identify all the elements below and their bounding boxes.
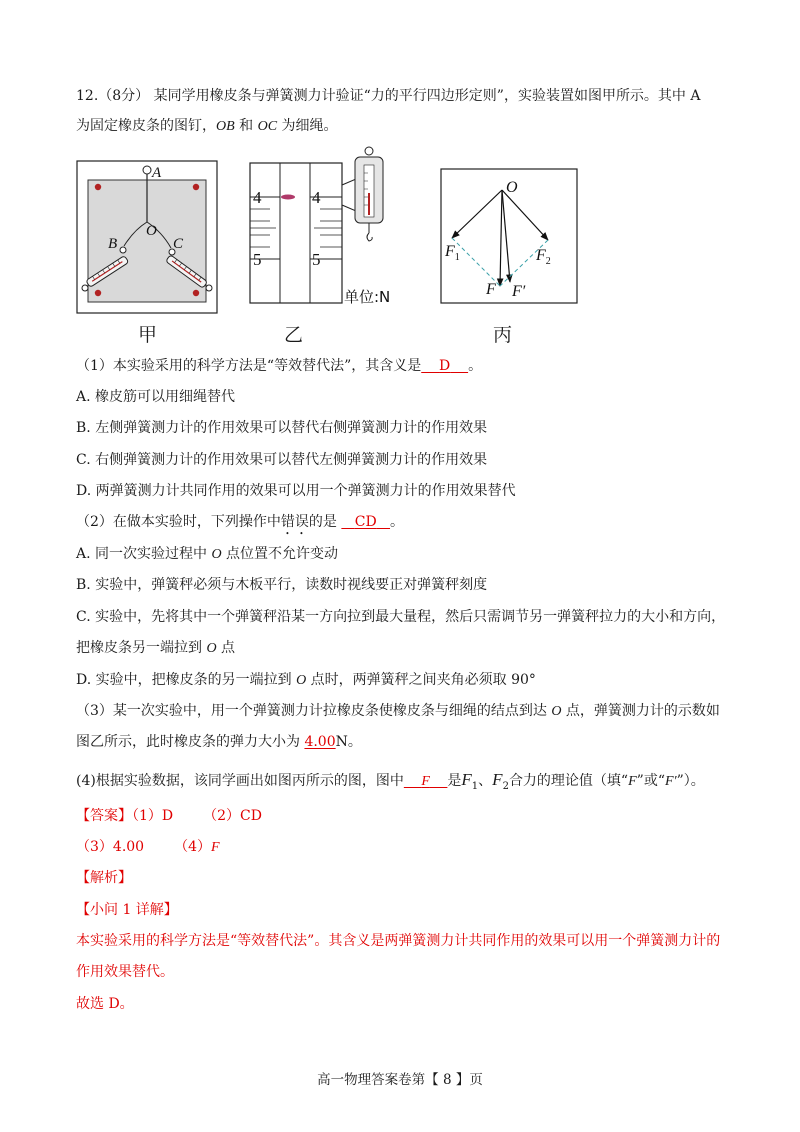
figure-yi — [246, 145, 426, 310]
stem-text: 和 — [234, 118, 258, 134]
label-f-prime: F′ — [512, 283, 526, 300]
analysis-tag: 【解析】 — [76, 870, 132, 886]
tick-5-right: 5 — [312, 250, 321, 269]
part3-line2: 图乙所示，此时橡皮条的弹力大小为 4.00N。 — [76, 734, 362, 750]
part2-text: （2）在做本实验时，下列操作中 — [76, 514, 281, 530]
label-a: A — [152, 165, 162, 181]
part2-end: 。 — [390, 514, 405, 530]
part1-option-d: D. 两弹簧测力计共同作用的效果可以用一个弹簧测力计的作用效果替代 — [76, 483, 516, 499]
stem-text: 为细绳。 — [277, 118, 338, 134]
figure-bing — [440, 168, 578, 308]
page-number: 8 — [438, 1072, 456, 1088]
analysis-line3: 故选 D。 — [76, 996, 134, 1012]
part1-answer: D — [439, 358, 451, 374]
label-f: F — [486, 281, 496, 298]
label-o: O — [146, 223, 157, 239]
tick-4-left: 4 — [253, 188, 262, 207]
part2-option-a: A. 同一次实验过程中 O 点位置不允许变动 — [76, 546, 339, 562]
part2-answer: CD — [354, 514, 377, 530]
answer-line2: （3）4.00 （4）F — [76, 839, 220, 855]
part1-text: （1）本实验采用的科学方法是“等效替代法”，其含义是 — [76, 358, 422, 374]
part4-answer: F — [421, 774, 430, 789]
page-footer: 高一物理答案卷第【 8 】页 — [317, 1072, 483, 1088]
question-stem-line1 — [76, 86, 701, 106]
part4-question: (4)根据实验数据，该同学画出如图丙所示的图，图中 F 是$F_1$、$F_2$合力的理论值（填“F”或“F′”）。 — [76, 770, 705, 792]
analysis-line2: 作用效果替代。 — [76, 964, 174, 980]
stem-text: 为固定橡皮条的图钉， — [76, 118, 216, 134]
part2-text: 的是 — [308, 514, 337, 530]
part1-option-b: B. 左侧弹簧测力计的作用效果可以替代右侧弹簧测力计的作用效果 — [76, 420, 488, 436]
label-b: B — [108, 236, 118, 252]
figure-label-jia: 甲 — [138, 324, 158, 346]
label-o-bing: O — [506, 179, 518, 196]
part2-emphasis: 错误 — [280, 514, 309, 530]
figure-label-bing: 丙 — [493, 324, 513, 346]
question-stem-line2 — [76, 116, 337, 137]
oc-label: OC — [257, 119, 278, 134]
label-f2: $F_2$ — [536, 247, 551, 267]
part2-option-d: D. 实验中，把橡皮条的另一端拉到 O 点时，两弹簧秤之间夹角必须取 90° — [76, 672, 536, 688]
unit-label: 单位:N — [344, 288, 391, 306]
label-f1: $F_1$ — [445, 243, 460, 263]
figure-label-yi: 乙 — [284, 324, 304, 346]
tick-4-right: 4 — [312, 188, 321, 207]
analysis-subtag: 【小问 1 详解】 — [76, 902, 178, 918]
part2-option-c-line1: C. 实验中，先将其中一个弹簧秤沿某一方向拉到最大量程，然后只需调节另一弹簧秤拉力的大小和方向， — [76, 609, 726, 625]
part2-question — [76, 512, 404, 538]
tick-5-left: 5 — [253, 250, 262, 269]
question-stem-text: 某同学用橡皮条与弹簧测力计验证“力的平行四边形定则”，实验装置如图甲所示。其中 A — [153, 88, 701, 104]
answer-line1: 【答案】（1）D （2）CD — [76, 808, 262, 824]
answer-tag: 【答案】 — [76, 808, 132, 824]
part3-answer: 4.00 — [304, 734, 336, 750]
label-c: C — [173, 236, 184, 252]
analysis-line1: 本实验采用的科学方法是“等效替代法”。其含义是两弹簧测力计共同作用的效果可以用一个弹簧测力计的 — [76, 933, 721, 949]
part3-line1: （3）某一次实验中，用一个弹簧测力计拉橡皮条使橡皮条与细绳的结点到达 O 点，弹簧测力计的示数如 — [76, 703, 720, 719]
part1-option-c: C. 右侧弹簧测力计的作用效果可以替代左侧弹簧测力计的作用效果 — [76, 452, 488, 468]
part1-option-a: A. 橡皮筋可以用细绳替代 — [76, 389, 236, 405]
figure-jia — [76, 160, 218, 314]
ob-label: OB — [216, 119, 235, 134]
part1-question — [76, 356, 482, 376]
part2-option-b: B. 实验中，弹簧秤必须与木板平行，读数时视线要正对弹簧秤刻度 — [76, 577, 488, 593]
question-number: 12.（8分） — [76, 88, 150, 104]
part1-end: 。 — [468, 358, 483, 374]
part2-option-c-line2: 把橡皮条另一端拉到 O 点 — [76, 640, 236, 656]
